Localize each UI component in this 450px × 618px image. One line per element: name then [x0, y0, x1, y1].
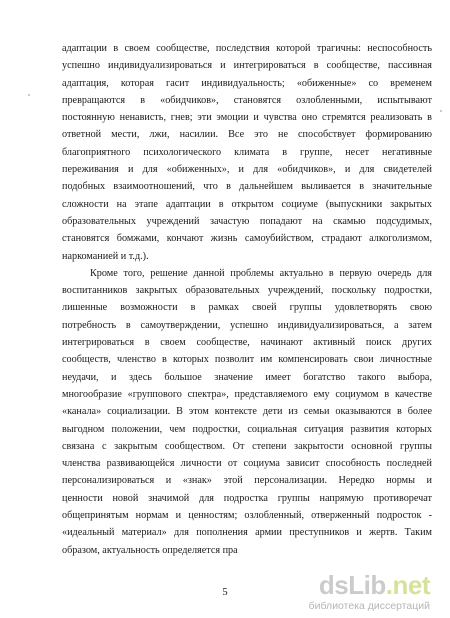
text-line: сложности на этапе адаптации в открытом социуме (выпускники закрытых [62, 198, 432, 210]
text-line: лишенные возможности в рамках своей группы удовлетворять свою [62, 302, 432, 314]
text-line: интегрироваться в своем сообществе, начинают активный поиск других [62, 337, 432, 349]
text-line: «канала» социализации. В этом контексте дети из семьи оказываются в более [62, 406, 432, 418]
text-line: наркоманией и т.д.). [62, 250, 149, 262]
text-line: членства развивающейся личности от социума зависит способность последней [62, 458, 432, 470]
text-line: адаптации в своем сообществе, последствия которой трагичны: неспособность [62, 43, 432, 54]
watermark-subtitle: библиотека диссертаций [308, 600, 430, 612]
text-line: образом, актуальность определяется пра [62, 544, 238, 556]
text-line: подобных взаимоотношений, что в дальнейшем выливается в значительные [62, 181, 432, 193]
text-line: переживания и для «обиженных», и для «обидчиков», и для свидетелей [62, 164, 432, 176]
text-line: благоприятного психологического климата в группе, несет негативные [62, 146, 432, 158]
watermark-logo [244, 570, 444, 614]
text-line: «идеальный материал» для пополнения армии преступников и жертв. Таким [62, 527, 432, 539]
text-line: связана с закрытым сообществом. От степени закрытости основной группы [62, 440, 432, 452]
text-line: выгодном положении, чем подростки, социальная ситуация развития которых [62, 423, 432, 435]
text-line: становятся бомжами, кончают жизнь самоубийством, страдают алкоголизмом, [62, 233, 432, 245]
text-line: воспитанников закрытых образовательных учреждений, поскольку подростки, [62, 285, 432, 297]
page-number: 5 [222, 587, 228, 598]
text-line: постоянную ненависть, гнев; эти эмоции и чувства оно стремятся реализовать в [62, 112, 432, 124]
scan-artifact [28, 94, 30, 96]
watermark-logo-text [319, 570, 430, 601]
watermark-logo-accent: .net [385, 570, 430, 600]
body-text [62, 40, 432, 559]
text-line: ценности новой значимой для подростка группы напрямую противоречат [62, 492, 432, 504]
text-line: адаптация, которая гасит индивидуальность; «обиженные» со временем [62, 77, 432, 89]
scan-artifact [440, 110, 442, 112]
text-line: сообществ, членство в которых позволит им компенсировать свои личностные [62, 354, 432, 366]
text-line: многообразие «группового спектра», представляемого ему социумом в качестве [62, 388, 432, 400]
text-line: превращаются в «обидчиков», становятся озлобленными, испытывают [62, 94, 432, 106]
text-line: образовательных учреждений зачастую попадают на скамью подсудимых, [62, 215, 432, 227]
text-line: неудачи, и здесь большое значение имеет богатство такого выбора, [62, 371, 432, 383]
text-line: успешно индивидуализироваться и интегрироваться в сообществе, пассивная [62, 60, 432, 72]
text-line: Кроме того, решение данной проблемы актуально в первую очередь для [90, 267, 432, 279]
watermark-logo-main: dsLib [318, 570, 386, 600]
text-line: общепринятым нормам и ценностям; озлобленный, отверженный подросток - [62, 510, 432, 522]
text-line: ответной мести, лжи, насилии. Все это не способствует формированию [62, 129, 432, 141]
text-line: персонализироваться и «знак» этой персонализации. Нередко нормы и [62, 475, 432, 487]
text-line: потребность в самоутверждении, успешно индивидуализироваться, а затем [62, 319, 432, 331]
